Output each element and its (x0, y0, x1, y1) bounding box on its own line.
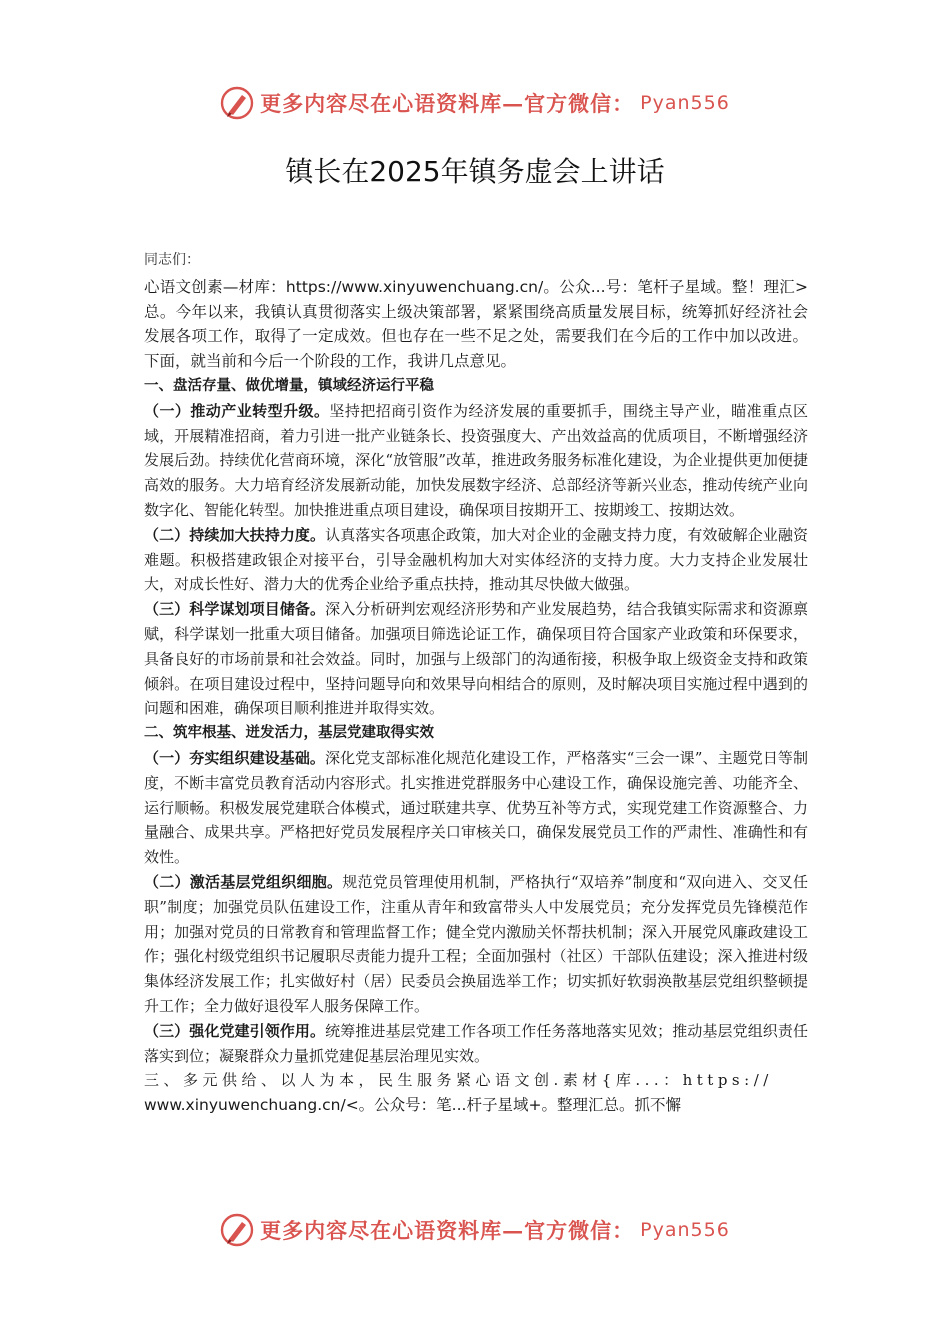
paragraph (144, 399, 808, 523)
banner-wechat-id: Pyan556 (640, 1219, 730, 1241)
header-banner (0, 83, 950, 123)
pen-logo-icon (220, 86, 254, 120)
paragraph-lead: （三）科学谋划项目储备。 (144, 600, 326, 619)
paragraph-lead: （二）激活基层党组织细胞。 (144, 872, 343, 891)
paragraph (144, 597, 808, 721)
page-title: 镇长在2025年镇务虚会上讲话 (285, 155, 665, 188)
banner-text: 更多内容尽在心语资料库—官方微信： (260, 1218, 635, 1243)
footer-banner (0, 1210, 950, 1250)
paragraph (144, 1019, 808, 1069)
paragraph-body: 规范党员管理使用机制，严格执行“双培养”制度和“双向进入、交叉任职”制度；加强党员队伍建设工作，注重从青年和致富带头人中发展党员；充分发挥党员先锋模范作用；加强对党员的日常教育和管理监督工作；健全党内激励关怀帮扶机制；深入开展党风廉政建设工作；强化村级党组织书记履职尽责能力提升工程；全面加强村（社区）干部队伍建设；深入推进村级集体经济发展工作；扎实做好村（居）民委员会换届选举工作；切实抓好软弱涣散基层党组织整顿提升工作；全力做好退役军人服务保障工作。 (144, 872, 808, 1015)
section-3-tail: www.xinyuwenchuang.cn/<。公众号：笔...杆子星域+。整理汇总。抓不懈 (144, 1096, 681, 1115)
section-heading: 二、筑牢根基、迸发活力，基层党建取得实效 (144, 725, 434, 742)
paragraph-body: 统筹推进基层党建工作各项工作任务落地落实见效；推动基层党组织责任落实到位；凝聚群众力量抓党建促基层治理见实效。 (144, 1021, 808, 1065)
paragraph-body: 坚持把招商引资作为经济发展的重要抓手，围绕主导产业，瞄准重点区域，开展精准招商，着力引进一批产业链条长、投资强度大、产出效益高的优质项目，不断增强经济发展后劲。持续优化营商环境，深化“放管服”改革，推进政务服务标准化建设，为企业提供更加便捷高效的服务。大力培育经济发展新动能，加快发展数字经济、总部经济等新兴业态，推动传统产业向数字化、智能化转型。加快推进重点项目建设，确保项目按期开工、按期竣工、按期达效。 (144, 401, 808, 519)
section-heading: 一、盘活存量、做优增量，镇域经济运行平稳 (144, 377, 434, 394)
banner-text: 更多内容尽在心语资料库—官方微信： (260, 91, 635, 116)
document-body (144, 248, 808, 1118)
paragraph-body: 深入分析研判宏观经济形势和产业发展趋势，结合我镇实际需求和资源禀赋，科学谋划一批重大项目储备。加强项目筛选论证工作，确保项目符合国家产业政策和环保要求，具备良好的市场前景和社会效益。同时，加强与上级部门的沟通衔接，积极争取上级资金支持和政策倾斜。在项目建设过程中，坚持问题导向和效果导向相结合的原则，及时解决项目实施过程中遇到的问题和困难，确保项目顺利推进并取得实效。 (144, 600, 808, 718)
paragraph (144, 523, 808, 597)
paragraph-lead: （二）持续加大扶持力度。 (144, 525, 326, 544)
paragraph (144, 746, 808, 870)
paragraph-body: 深化党支部标准化规范化建设工作，严格落实“三会一课”、主题党日等制度，不断丰富党员教育活动内容形式。扎实推进党群服务中心建设工作，确保设施完善、功能齐全、运行顺畅。积极发展党建联合体模式，通过联建共享、优势互补等方式，实现党建工作资源整合、力量融合、成果共享。严格把好党员发展程序关口审核关口，确保发展党员工作的严肃性、准确性和有效性。 (144, 748, 808, 867)
paragraph-lead: （三）强化党建引领作用。 (144, 1021, 326, 1040)
paragraph (144, 870, 808, 1019)
paragraph-lead: （一）推动产业转型升级。 (144, 401, 330, 420)
paragraph-lead: （一）夯实组织建设基础。 (144, 748, 325, 767)
pen-logo-icon (220, 1213, 254, 1247)
greeting: 同志们： (144, 252, 200, 268)
section-heading-3: 三、多元供给、以人为本，民生服务紧心语文创.素材{库...：https:// (144, 1071, 773, 1090)
banner-wechat-id: Pyan556 (640, 92, 730, 114)
intro-paragraph: 心语文创素—材库：https://www.xinyuwenchuang.cn/。公众...号：笔杆子星域。整！理汇>总。今年以来，我镇认真贯彻落实上级决策部署，紧紧围绕高质量发展目标，统筹抓好经济社会发展各项工作，取得了一定成效。但也存在一些不足之处，需要我们在今后的工作中加以改进。下面，就当前和今后一个阶段的工作，我讲几点意见。 (144, 277, 808, 371)
paragraph-body: 认真落实各项惠企政策，加大对企业的金融支持力度，有效破解企业融资难题。积极搭建政银企对接平台，引导金融机构加大对实体经济的支持力度。大力支持企业发展壮大，对成长性好、潜力大的优秀企业给予重点扶持，推动其尽快做大做强。 (144, 525, 808, 594)
